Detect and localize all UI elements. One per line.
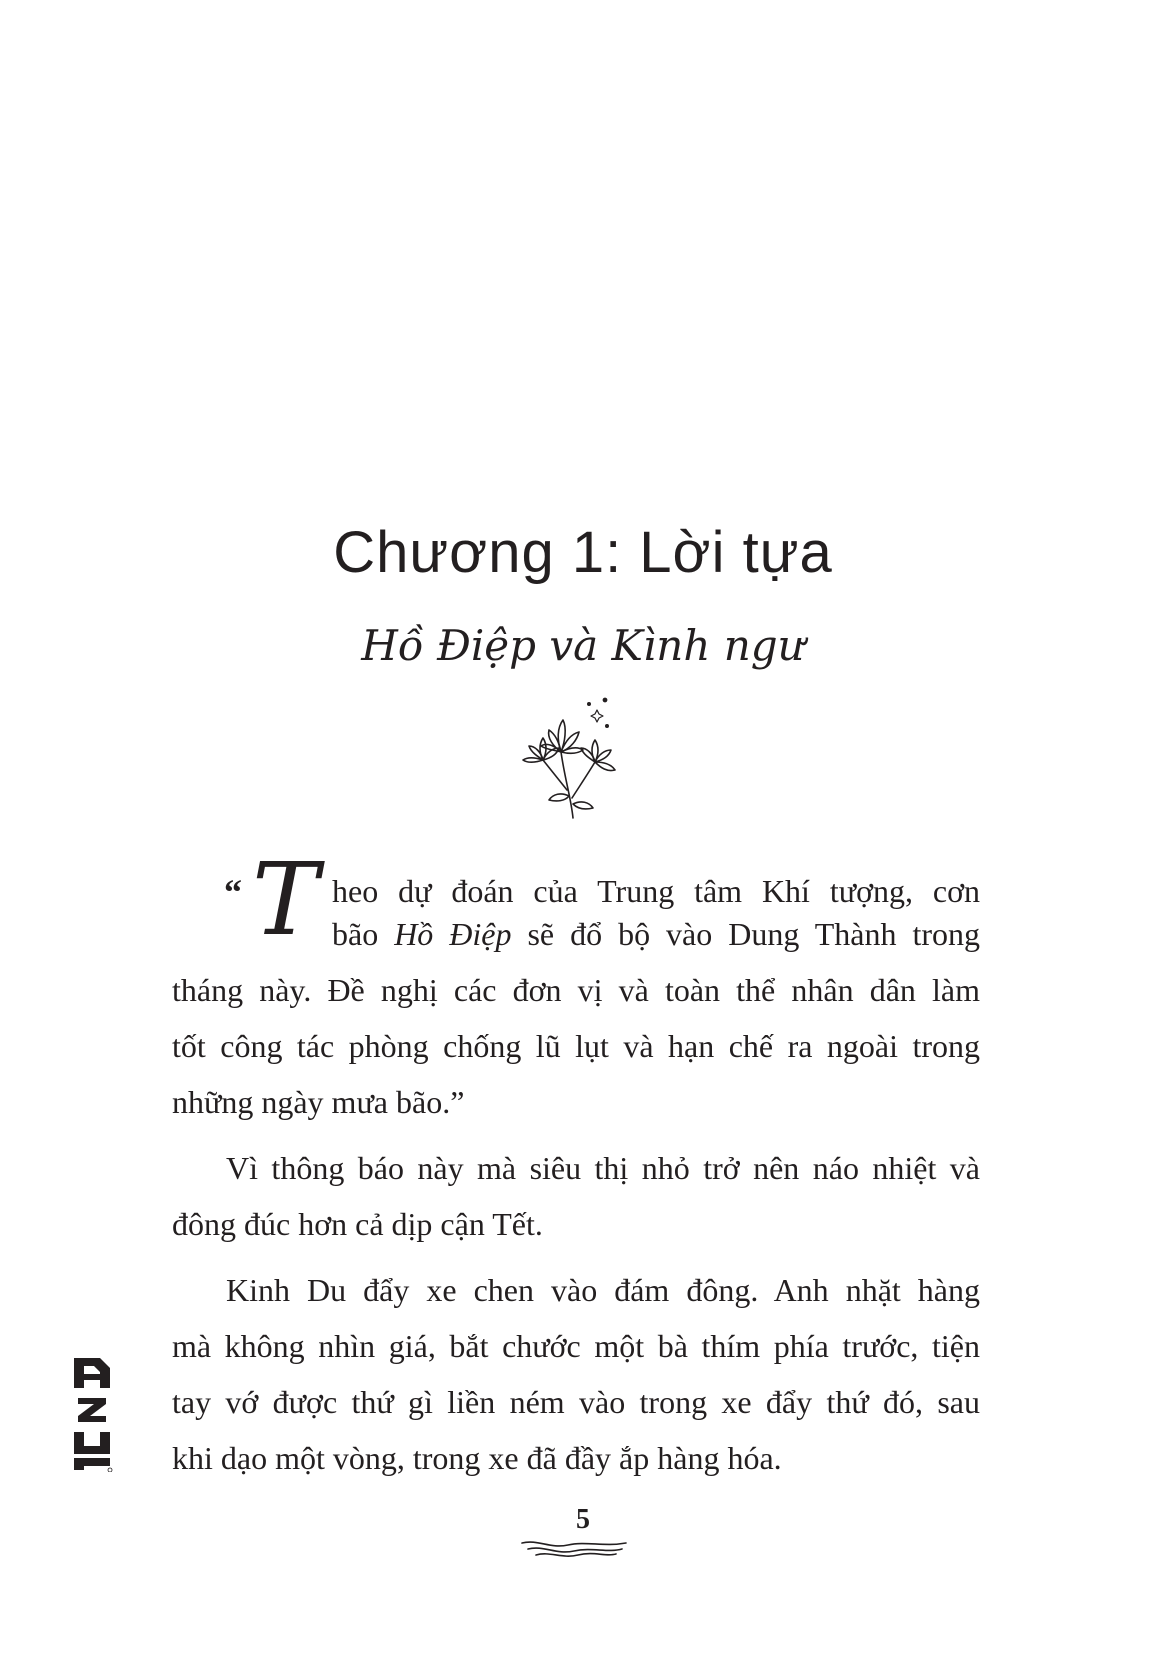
body-text	[172, 841, 981, 1486]
p3-line-2: mà không nhìn giá, bắt chước một bà thím phía trước, tiện	[172, 1328, 980, 1364]
flower-ornament-icon	[515, 680, 635, 820]
p1-line-1: heo dự đoán của Trung tâm Khí tượng, cơn	[332, 873, 980, 909]
p1-line-3: tháng này. Đề nghị các đơn vị và toàn thể nhân dân làm	[172, 972, 980, 1008]
dropcap-lines	[332, 870, 980, 956]
paragraph-1-continued	[172, 962, 980, 1130]
open-quote: “	[224, 872, 242, 912]
paragraph-1	[172, 841, 981, 958]
paragraph-3	[172, 1262, 980, 1486]
dropcap-letter: T	[252, 841, 319, 958]
p1-line-2-pre: bão	[332, 916, 395, 952]
p3-line-3: tay vớ được thứ gì liền ném vào trong xe đẩy thứ đó, sau	[172, 1384, 980, 1420]
p1-line-2-italic: Hồ Điệp	[394, 916, 512, 952]
p1-line-2-post: sẽ đổ bộ vào Dung Thành trong	[511, 916, 981, 952]
p2-line-1: Vì thông báo này mà siêu thị nhỏ trở nên náo nhiệt và	[226, 1150, 980, 1186]
azvn-logo-icon	[70, 1354, 114, 1472]
chapter-subtitle: Hồ Điệp và Kình ngư	[361, 621, 805, 670]
p1-line-4: tốt công tác phòng chống lũ lụt và hạn chế ra ngoài trong	[172, 1028, 980, 1064]
paragraph-2	[172, 1140, 980, 1252]
chapter-title: Chương 1: Lời tựa	[333, 520, 833, 585]
p3-line-4: khi dạo một vòng, trong xe đã đầy ắp hàng hóa.	[172, 1440, 782, 1476]
page-wave-ornament-icon	[520, 1537, 628, 1559]
page-number: 5	[576, 1504, 590, 1535]
p1-line-2	[332, 913, 980, 956]
p2-line-2: đông đúc hơn cả dịp cận Tết.	[172, 1206, 543, 1242]
p3-line-1: Kinh Du đẩy xe chen vào đám đông. Anh nhặt hàng	[226, 1272, 980, 1308]
p1-line-5: những ngày mưa bão.”	[172, 1084, 465, 1120]
